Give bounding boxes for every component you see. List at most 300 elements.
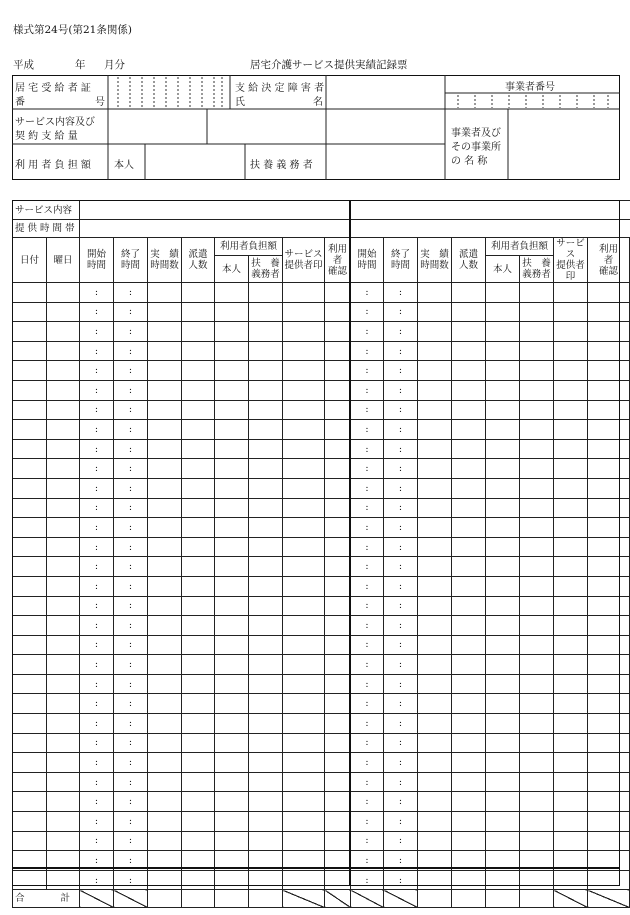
- end-time-cell[interactable]: :: [384, 635, 418, 655]
- user-confirm-cell[interactable]: [325, 851, 351, 871]
- self-burden-cell[interactable]: [486, 341, 520, 361]
- end-time-cell[interactable]: :: [384, 870, 418, 890]
- weekday-cell[interactable]: [47, 714, 80, 734]
- user-confirm-cell[interactable]: [325, 557, 351, 577]
- end-time-cell[interactable]: :: [384, 498, 418, 518]
- dispatch-count-cell[interactable]: [182, 341, 215, 361]
- user-confirm-cell[interactable]: [325, 518, 351, 538]
- user-confirm-cell[interactable]: [588, 674, 630, 694]
- guardian-burden-cell[interactable]: [249, 557, 283, 577]
- end-time-cell[interactable]: :: [114, 674, 148, 694]
- self-burden-cell[interactable]: [215, 283, 249, 303]
- self-burden-cell[interactable]: [215, 792, 249, 812]
- dispatch-count-cell[interactable]: [182, 498, 215, 518]
- start-time-cell[interactable]: :: [351, 341, 384, 361]
- actual-hours-cell[interactable]: [418, 772, 452, 792]
- self-burden-cell[interactable]: [486, 655, 520, 675]
- end-time-cell[interactable]: :: [384, 283, 418, 303]
- provider-seal-cell[interactable]: [554, 557, 588, 577]
- guardian-burden-cell[interactable]: [249, 694, 283, 714]
- user-confirm-cell[interactable]: [588, 753, 630, 773]
- dispatch-count-cell[interactable]: [182, 400, 215, 420]
- total-dispatch[interactable]: [182, 890, 215, 908]
- dispatch-count-cell[interactable]: [182, 792, 215, 812]
- date-cell[interactable]: [13, 518, 47, 538]
- end-time-cell[interactable]: :: [114, 341, 148, 361]
- weekday-cell[interactable]: [47, 537, 80, 557]
- guardian-burden-cell[interactable]: [249, 420, 283, 440]
- actual-hours-cell[interactable]: [418, 557, 452, 577]
- actual-hours-cell[interactable]: [148, 792, 182, 812]
- actual-hours-cell[interactable]: [418, 420, 452, 440]
- dispatch-count-cell[interactable]: [452, 831, 486, 851]
- date-cell[interactable]: [13, 851, 47, 871]
- dispatch-count-cell[interactable]: [452, 361, 486, 381]
- end-time-cell[interactable]: :: [384, 322, 418, 342]
- actual-hours-cell[interactable]: [148, 753, 182, 773]
- dispatch-count-cell[interactable]: [182, 831, 215, 851]
- self-burden-cell[interactable]: [486, 283, 520, 303]
- provider-seal-cell[interactable]: [283, 851, 325, 871]
- start-time-cell[interactable]: :: [351, 753, 384, 773]
- actual-hours-cell[interactable]: [418, 616, 452, 636]
- start-time-cell[interactable]: :: [351, 361, 384, 381]
- dispatch-count-cell[interactable]: [182, 361, 215, 381]
- self-burden-cell[interactable]: [486, 478, 520, 498]
- end-time-cell[interactable]: :: [114, 576, 148, 596]
- actual-hours-cell[interactable]: [148, 361, 182, 381]
- self-burden-cell[interactable]: [215, 400, 249, 420]
- weekday-cell[interactable]: [47, 596, 80, 616]
- dispatch-count-cell[interactable]: [182, 596, 215, 616]
- self-burden-cell[interactable]: [215, 655, 249, 675]
- user-confirm-cell[interactable]: [588, 772, 630, 792]
- end-time-cell[interactable]: :: [114, 459, 148, 479]
- weekday-cell[interactable]: [47, 616, 80, 636]
- user-confirm-cell[interactable]: [588, 498, 630, 518]
- user-confirm-cell[interactable]: [325, 498, 351, 518]
- end-time-cell[interactable]: :: [384, 420, 418, 440]
- user-confirm-cell[interactable]: [588, 459, 630, 479]
- start-time-cell[interactable]: :: [351, 478, 384, 498]
- self-burden-cell[interactable]: [486, 302, 520, 322]
- guardian-burden-cell[interactable]: [520, 380, 554, 400]
- date-cell[interactable]: [13, 694, 47, 714]
- end-time-cell[interactable]: :: [384, 596, 418, 616]
- self-burden-cell[interactable]: [486, 380, 520, 400]
- dispatch-count-cell[interactable]: [182, 694, 215, 714]
- date-cell[interactable]: [13, 498, 47, 518]
- provider-seal-cell[interactable]: [554, 674, 588, 694]
- actual-hours-cell[interactable]: [148, 870, 182, 890]
- actual-hours-cell[interactable]: [418, 478, 452, 498]
- actual-hours-cell[interactable]: [148, 812, 182, 832]
- dispatch-count-cell[interactable]: [452, 380, 486, 400]
- user-confirm-cell[interactable]: [325, 459, 351, 479]
- actual-hours-cell[interactable]: [418, 380, 452, 400]
- user-confirm-cell[interactable]: [325, 635, 351, 655]
- start-time-cell[interactable]: :: [80, 341, 114, 361]
- actual-hours-cell[interactable]: [148, 400, 182, 420]
- actual-hours-cell[interactable]: [148, 694, 182, 714]
- provider-seal-cell[interactable]: [554, 439, 588, 459]
- start-time-cell[interactable]: :: [351, 792, 384, 812]
- start-time-cell[interactable]: :: [80, 322, 114, 342]
- end-time-cell[interactable]: :: [114, 694, 148, 714]
- guardian-burden-cell[interactable]: [520, 400, 554, 420]
- start-time-cell[interactable]: :: [351, 420, 384, 440]
- weekday-cell[interactable]: [47, 772, 80, 792]
- self-burden-cell[interactable]: [486, 812, 520, 832]
- weekday-cell[interactable]: [47, 733, 80, 753]
- date-cell[interactable]: [13, 576, 47, 596]
- self-burden-cell[interactable]: [215, 753, 249, 773]
- dispatch-count-cell[interactable]: [452, 635, 486, 655]
- service-time-right[interactable]: [351, 220, 630, 238]
- self-burden-cell[interactable]: [486, 772, 520, 792]
- start-time-cell[interactable]: :: [351, 596, 384, 616]
- self-burden-cell[interactable]: [486, 557, 520, 577]
- end-time-cell[interactable]: :: [114, 537, 148, 557]
- guardian-burden-cell[interactable]: [249, 283, 283, 303]
- end-time-cell[interactable]: :: [384, 518, 418, 538]
- provider-seal-cell[interactable]: [554, 400, 588, 420]
- weekday-cell[interactable]: [47, 380, 80, 400]
- start-time-cell[interactable]: :: [351, 302, 384, 322]
- dispatch-count-cell[interactable]: [182, 537, 215, 557]
- self-burden-cell[interactable]: [215, 812, 249, 832]
- end-time-cell[interactable]: :: [384, 753, 418, 773]
- user-confirm-cell[interactable]: [325, 420, 351, 440]
- user-confirm-cell[interactable]: [588, 478, 630, 498]
- end-time-cell[interactable]: :: [114, 714, 148, 734]
- start-time-cell[interactable]: :: [351, 557, 384, 577]
- date-cell[interactable]: [13, 361, 47, 381]
- service-time-left[interactable]: [80, 220, 351, 238]
- self-burden-cell[interactable]: [486, 420, 520, 440]
- guardian-burden-cell[interactable]: [249, 870, 283, 890]
- provider-seal-cell[interactable]: [283, 439, 325, 459]
- dispatch-count-cell[interactable]: [452, 302, 486, 322]
- date-cell[interactable]: [13, 439, 47, 459]
- start-time-cell[interactable]: :: [80, 596, 114, 616]
- dispatch-count-cell[interactable]: [452, 322, 486, 342]
- provider-seal-cell[interactable]: [554, 655, 588, 675]
- end-time-cell[interactable]: :: [384, 380, 418, 400]
- guardian-burden-cell[interactable]: [249, 361, 283, 381]
- user-confirm-cell[interactable]: [588, 596, 630, 616]
- start-time-cell[interactable]: :: [351, 283, 384, 303]
- guardian-burden-cell[interactable]: [520, 753, 554, 773]
- start-time-cell[interactable]: :: [80, 361, 114, 381]
- self-burden-cell[interactable]: [486, 576, 520, 596]
- date-cell[interactable]: [13, 596, 47, 616]
- actual-hours-cell[interactable]: [418, 322, 452, 342]
- provider-seal-cell[interactable]: [283, 557, 325, 577]
- guardian-burden-cell[interactable]: [249, 400, 283, 420]
- actual-hours-cell[interactable]: [148, 498, 182, 518]
- guardian-burden-cell[interactable]: [520, 772, 554, 792]
- self-burden-cell[interactable]: [486, 635, 520, 655]
- guardian-burden-cell[interactable]: [249, 439, 283, 459]
- provider-seal-cell[interactable]: [554, 792, 588, 812]
- total-self-burden[interactable]: [486, 890, 520, 908]
- actual-hours-cell[interactable]: [418, 831, 452, 851]
- self-burden-cell[interactable]: [215, 870, 249, 890]
- date-cell[interactable]: [13, 341, 47, 361]
- dispatch-count-cell[interactable]: [182, 322, 215, 342]
- end-time-cell[interactable]: :: [384, 400, 418, 420]
- user-confirm-cell[interactable]: [588, 518, 630, 538]
- guardian-burden-cell[interactable]: [520, 792, 554, 812]
- start-time-cell[interactable]: :: [351, 537, 384, 557]
- end-time-cell[interactable]: :: [114, 812, 148, 832]
- provider-seal-cell[interactable]: [283, 498, 325, 518]
- provider-seal-cell[interactable]: [283, 753, 325, 773]
- self-burden-cell[interactable]: [486, 537, 520, 557]
- start-time-cell[interactable]: :: [80, 439, 114, 459]
- provider-seal-cell[interactable]: [554, 870, 588, 890]
- end-time-cell[interactable]: :: [384, 772, 418, 792]
- provider-seal-cell[interactable]: [283, 576, 325, 596]
- provider-seal-cell[interactable]: [283, 322, 325, 342]
- user-confirm-cell[interactable]: [325, 537, 351, 557]
- actual-hours-cell[interactable]: [418, 714, 452, 734]
- guardian-burden-cell[interactable]: [249, 576, 283, 596]
- total-self-burden[interactable]: [215, 890, 249, 908]
- weekday-cell[interactable]: [47, 400, 80, 420]
- dispatch-count-cell[interactable]: [452, 851, 486, 871]
- weekday-cell[interactable]: [47, 576, 80, 596]
- start-time-cell[interactable]: :: [351, 674, 384, 694]
- weekday-cell[interactable]: [47, 361, 80, 381]
- provider-seal-cell[interactable]: [554, 616, 588, 636]
- dispatch-count-cell[interactable]: [182, 733, 215, 753]
- self-burden-cell[interactable]: [215, 459, 249, 479]
- user-confirm-cell[interactable]: [325, 616, 351, 636]
- dispatch-count-cell[interactable]: [452, 283, 486, 303]
- end-time-cell[interactable]: :: [114, 400, 148, 420]
- dispatch-count-cell[interactable]: [182, 459, 215, 479]
- dispatch-count-cell[interactable]: [182, 870, 215, 890]
- user-confirm-cell[interactable]: [588, 557, 630, 577]
- start-time-cell[interactable]: :: [80, 400, 114, 420]
- end-time-cell[interactable]: :: [384, 714, 418, 734]
- end-time-cell[interactable]: :: [384, 831, 418, 851]
- end-time-cell[interactable]: :: [384, 478, 418, 498]
- end-time-cell[interactable]: :: [114, 870, 148, 890]
- end-time-cell[interactable]: :: [114, 302, 148, 322]
- guardian-burden-cell[interactable]: [249, 655, 283, 675]
- provider-seal-cell[interactable]: [283, 400, 325, 420]
- actual-hours-cell[interactable]: [148, 596, 182, 616]
- guardian-burden-cell[interactable]: [249, 498, 283, 518]
- service-content-right[interactable]: [351, 201, 630, 220]
- guardian-burden-cell[interactable]: [520, 733, 554, 753]
- actual-hours-cell[interactable]: [148, 655, 182, 675]
- user-confirm-cell[interactable]: [588, 733, 630, 753]
- dispatch-count-cell[interactable]: [452, 478, 486, 498]
- actual-hours-cell[interactable]: [418, 361, 452, 381]
- provider-seal-cell[interactable]: [554, 283, 588, 303]
- start-time-cell[interactable]: :: [80, 831, 114, 851]
- self-burden-cell[interactable]: [215, 733, 249, 753]
- actual-hours-cell[interactable]: [418, 596, 452, 616]
- user-confirm-cell[interactable]: [588, 380, 630, 400]
- provider-seal-cell[interactable]: [554, 361, 588, 381]
- date-cell[interactable]: [13, 322, 47, 342]
- guardian-burden-cell[interactable]: [249, 812, 283, 832]
- actual-hours-cell[interactable]: [148, 733, 182, 753]
- self-burden-cell[interactable]: [215, 498, 249, 518]
- guardian-burden-cell[interactable]: [249, 459, 283, 479]
- date-cell[interactable]: [13, 537, 47, 557]
- self-burden-cell[interactable]: [215, 557, 249, 577]
- user-confirm-cell[interactable]: [325, 478, 351, 498]
- date-cell[interactable]: [13, 733, 47, 753]
- start-time-cell[interactable]: :: [80, 518, 114, 538]
- provider-seal-cell[interactable]: [554, 420, 588, 440]
- self-burden-cell[interactable]: [215, 439, 249, 459]
- end-time-cell[interactable]: :: [114, 733, 148, 753]
- guardian-burden-cell[interactable]: [520, 361, 554, 381]
- user-confirm-cell[interactable]: [325, 674, 351, 694]
- weekday-cell[interactable]: [47, 851, 80, 871]
- provider-seal-cell[interactable]: [283, 714, 325, 734]
- start-time-cell[interactable]: :: [351, 851, 384, 871]
- end-time-cell[interactable]: :: [384, 694, 418, 714]
- dispatch-count-cell[interactable]: [182, 635, 215, 655]
- guardian-burden-cell[interactable]: [249, 341, 283, 361]
- self-burden-cell[interactable]: [215, 518, 249, 538]
- start-time-cell[interactable]: :: [80, 851, 114, 871]
- self-burden-cell[interactable]: [486, 596, 520, 616]
- start-time-cell[interactable]: :: [351, 635, 384, 655]
- end-time-cell[interactable]: :: [384, 576, 418, 596]
- guardian-burden-cell[interactable]: [520, 576, 554, 596]
- guardian-burden-cell[interactable]: [520, 439, 554, 459]
- provider-seal-cell[interactable]: [554, 380, 588, 400]
- dispatch-count-cell[interactable]: [182, 420, 215, 440]
- user-confirm-cell[interactable]: [588, 635, 630, 655]
- user-confirm-cell[interactable]: [588, 792, 630, 812]
- provider-seal-cell[interactable]: [283, 674, 325, 694]
- start-time-cell[interactable]: :: [80, 792, 114, 812]
- date-cell[interactable]: [13, 753, 47, 773]
- guardian-burden-cell[interactable]: [520, 498, 554, 518]
- start-time-cell[interactable]: :: [80, 870, 114, 890]
- date-cell[interactable]: [13, 870, 47, 890]
- total-dispatch[interactable]: [452, 890, 486, 908]
- user-confirm-cell[interactable]: [588, 694, 630, 714]
- dispatch-count-cell[interactable]: [452, 498, 486, 518]
- end-time-cell[interactable]: :: [384, 812, 418, 832]
- end-time-cell[interactable]: :: [114, 361, 148, 381]
- guardian-burden-cell[interactable]: [520, 283, 554, 303]
- dispatch-count-cell[interactable]: [452, 694, 486, 714]
- self-burden-cell[interactable]: [486, 792, 520, 812]
- dispatch-count-cell[interactable]: [452, 616, 486, 636]
- end-time-cell[interactable]: :: [114, 831, 148, 851]
- date-cell[interactable]: [13, 459, 47, 479]
- weekday-cell[interactable]: [47, 420, 80, 440]
- start-time-cell[interactable]: :: [351, 380, 384, 400]
- actual-hours-cell[interactable]: [418, 341, 452, 361]
- start-time-cell[interactable]: :: [351, 400, 384, 420]
- self-burden-cell[interactable]: [486, 674, 520, 694]
- guardian-burden-cell[interactable]: [249, 537, 283, 557]
- provider-seal-cell[interactable]: [283, 361, 325, 381]
- dispatch-count-cell[interactable]: [452, 518, 486, 538]
- end-time-cell[interactable]: :: [384, 557, 418, 577]
- actual-hours-cell[interactable]: [418, 576, 452, 596]
- user-confirm-cell[interactable]: [325, 322, 351, 342]
- actual-hours-cell[interactable]: [148, 302, 182, 322]
- end-time-cell[interactable]: :: [114, 380, 148, 400]
- date-cell[interactable]: [13, 420, 47, 440]
- end-time-cell[interactable]: :: [114, 420, 148, 440]
- weekday-cell[interactable]: [47, 635, 80, 655]
- user-confirm-cell[interactable]: [325, 283, 351, 303]
- start-time-cell[interactable]: :: [351, 772, 384, 792]
- end-time-cell[interactable]: :: [384, 361, 418, 381]
- guardian-burden-cell[interactable]: [249, 302, 283, 322]
- end-time-cell[interactable]: :: [114, 518, 148, 538]
- actual-hours-cell[interactable]: [148, 380, 182, 400]
- start-time-cell[interactable]: :: [80, 812, 114, 832]
- actual-hours-cell[interactable]: [418, 753, 452, 773]
- actual-hours-cell[interactable]: [418, 459, 452, 479]
- dispatch-count-cell[interactable]: [182, 851, 215, 871]
- user-confirm-cell[interactable]: [588, 576, 630, 596]
- provider-seal-cell[interactable]: [554, 478, 588, 498]
- provider-seal-cell[interactable]: [554, 459, 588, 479]
- date-cell[interactable]: [13, 674, 47, 694]
- dispatch-count-cell[interactable]: [452, 870, 486, 890]
- weekday-cell[interactable]: [47, 831, 80, 851]
- weekday-cell[interactable]: [47, 518, 80, 538]
- actual-hours-cell[interactable]: [148, 851, 182, 871]
- provider-seal-cell[interactable]: [283, 283, 325, 303]
- self-burden-cell[interactable]: [486, 831, 520, 851]
- user-confirm-cell[interactable]: [325, 831, 351, 851]
- weekday-cell[interactable]: [47, 557, 80, 577]
- self-burden-cell[interactable]: [215, 714, 249, 734]
- self-burden-cell[interactable]: [486, 322, 520, 342]
- start-time-cell[interactable]: :: [80, 772, 114, 792]
- start-time-cell[interactable]: :: [80, 498, 114, 518]
- dispatch-count-cell[interactable]: [452, 576, 486, 596]
- user-confirm-cell[interactable]: [588, 537, 630, 557]
- guardian-burden-cell[interactable]: [520, 341, 554, 361]
- start-time-cell[interactable]: :: [80, 714, 114, 734]
- guardian-burden-cell[interactable]: [520, 694, 554, 714]
- date-cell[interactable]: [13, 400, 47, 420]
- provider-seal-cell[interactable]: [283, 635, 325, 655]
- self-burden-cell[interactable]: [486, 733, 520, 753]
- dispatch-count-cell[interactable]: [452, 596, 486, 616]
- self-burden-cell[interactable]: [215, 302, 249, 322]
- dispatch-count-cell[interactable]: [182, 557, 215, 577]
- actual-hours-cell[interactable]: [418, 792, 452, 812]
- end-time-cell[interactable]: :: [114, 792, 148, 812]
- end-time-cell[interactable]: :: [384, 616, 418, 636]
- start-time-cell[interactable]: :: [80, 420, 114, 440]
- dispatch-count-cell[interactable]: [182, 812, 215, 832]
- dispatch-count-cell[interactable]: [452, 655, 486, 675]
- start-time-cell[interactable]: :: [351, 812, 384, 832]
- end-time-cell[interactable]: :: [384, 459, 418, 479]
